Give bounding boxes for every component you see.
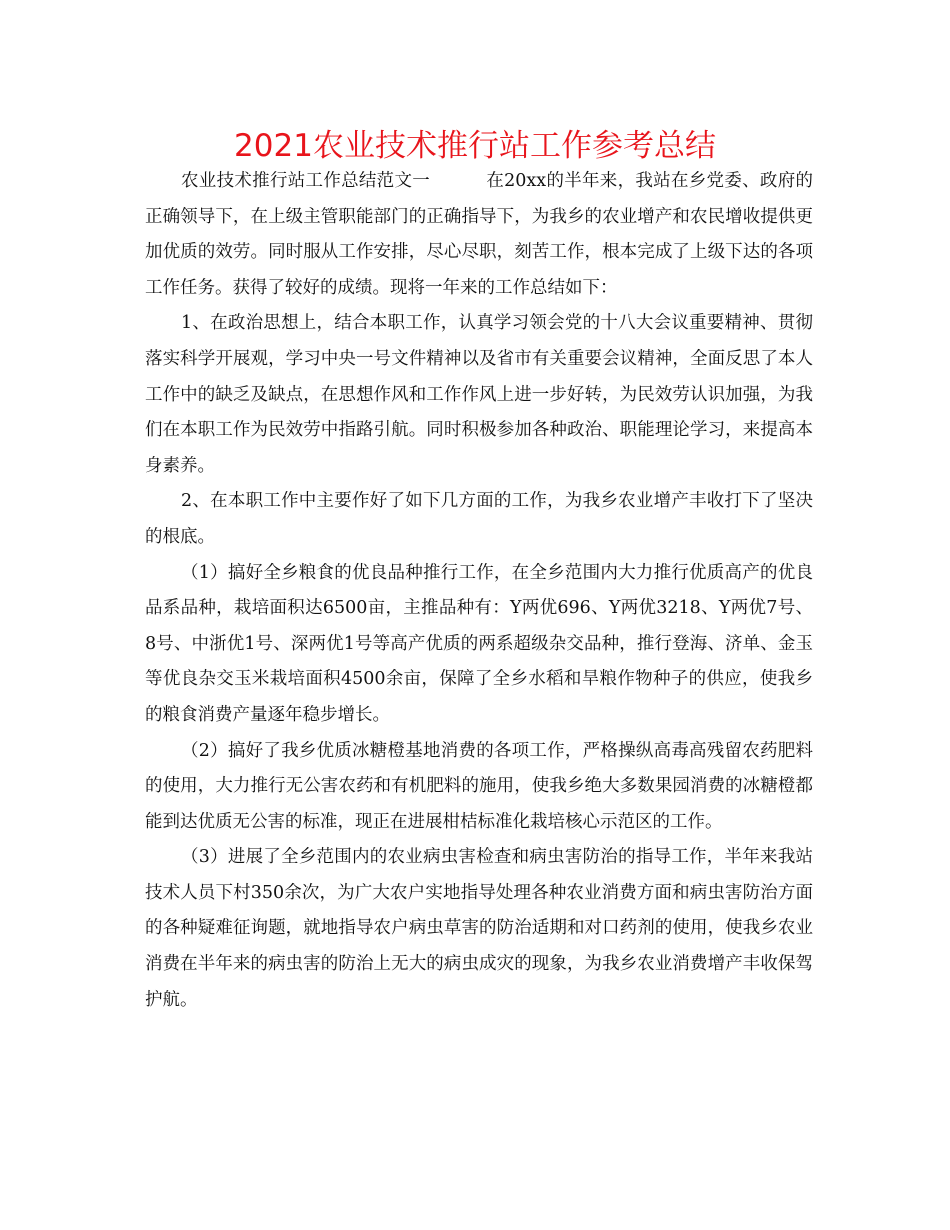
document-title: 2021农业技术推行站工作参考总结 <box>234 128 716 164</box>
paragraph-3: （1）搞好全乡粮食的优良品种推行工作，在全乡范围内大力推行优质高产的优良品系品种，栽培面积达6500亩，主推品种有：Y两优696、Y两优3218、Y两优7号、8号、中浙优1号、深两优1号等高产优质的两系超级杂交品种，推行登海、济单、金玉等优良杂交玉米栽培面积4500余亩，保障了全乡水稻和旱粮作物种子的供应，使我乡的粮食消费产量逐年稳步增长。 <box>145 562 813 725</box>
intro-label: 农业技术推行站工作总结范文一 <box>181 171 431 191</box>
intro-text: 在20xx的半年来，我站在乡党委、政府的正确领导下，在上级主管职能部门的正确指导下，为我乡的农业增产和农民增收提供更加优质的效劳。同时服从工作安排，尽心尽职，刻苦工作，根本完成了上级下达的各项工作任务。获得了较好的成绩。现将一年来的工作总结如下： <box>145 171 813 298</box>
document-body <box>145 164 813 1018</box>
paragraph-1: 1、在政治思想上，结合本职工作，认真学习领会党的十八大会议重要精神、贯彻落实科学开展观，学习中央一号文件精神以及省市有关重要会议精神，全面反思了本人工作中的缺乏及缺点，在思想作风和工作作风上进一步好转，为民效劳认识加强，为我们在本职工作为民效劳中指路引航。同时积极参加各种政治、职能理论学习，来提高本身素养。 <box>145 313 813 476</box>
paragraph-2: 2、在本职工作中主要作好了如下几方面的工作，为我乡农业增产丰收打下了坚决的根底。 <box>145 491 813 547</box>
paragraph-4: （2）搞好了我乡优质冰糖橙基地消费的各项工作，严格操纵高毒高残留农药肥料的使用，大力推行无公害农药和有机肥料的施用，使我乡绝大多数果园消费的冰糖橙都能到达优质无公害的标准，现正在进展柑桔标准化栽培核心示范区的工作。 <box>145 740 813 832</box>
intro-paragraph <box>145 164 813 306</box>
paragraph-5: （3）进展了全乡范围内的农业病虫害检查和病虫害防治的指导工作，半年来我站技术人员下村350余次，为广大农户实地指导处理各种农业消费方面和病虫害防治方面的各种疑难征询题，就地指导农户病虫草害的防治适期和对口药剂的使用，使我乡农业消费在半年来的病虫害的防治上无大的病虫成灾的现象，为我乡农业消费增产丰收保驾护航。 <box>145 847 813 1010</box>
